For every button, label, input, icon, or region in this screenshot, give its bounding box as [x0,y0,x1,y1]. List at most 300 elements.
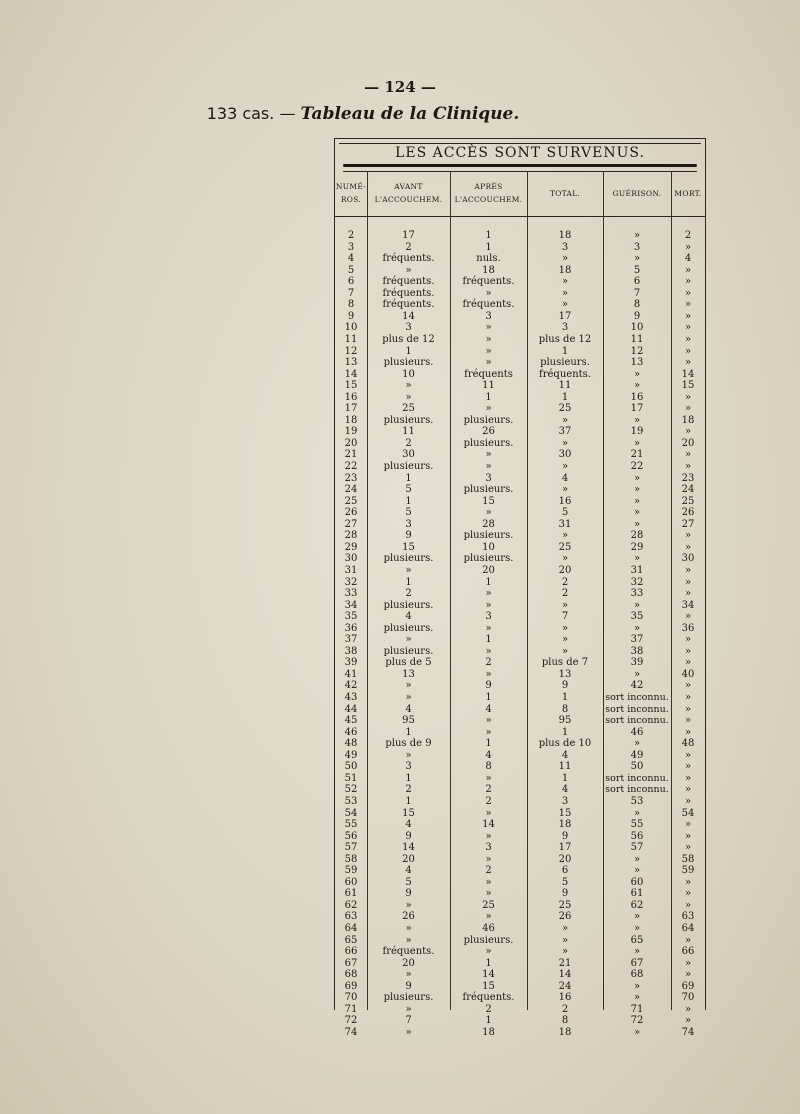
cell-mort: 26 [681,507,695,519]
cell-avant: » [405,1003,412,1015]
cell-guerison: » [633,437,641,449]
cell-mort: 4 [684,253,692,265]
cell-guerison: 11 [630,333,644,345]
cell-apres: plusieurs. [463,437,514,449]
cell-avant: plusieurs. [383,414,434,426]
cell-mort: 20 [681,437,695,449]
cell-mort: » [684,357,692,369]
cell-guerison: 6 [633,276,641,288]
cell-avant: 2 [405,784,412,796]
table-row [335,473,705,485]
cell-avant: 1 [405,795,412,807]
cell-avant: 15 [402,541,415,553]
cell-avant: 9 [405,888,412,900]
cell-avant: 17 [402,230,415,241]
table-row [335,1027,705,1039]
cell-numero: 63 [344,911,358,923]
header-line: ROS. [340,195,362,204]
cell-guerison: » [633,380,641,392]
cell-numero: 3 [347,241,355,253]
cell-total: 14 [558,969,572,981]
table-row [335,542,705,554]
cell-guerison: 28 [630,530,644,542]
table-top-rule [335,138,705,139]
cell-mort: 70 [681,992,695,1004]
heading-thin-rule [343,171,697,172]
cell-guerison: » [633,553,641,565]
cell-avant: » [405,380,412,392]
cell-total: 4 [561,472,569,484]
table-row [335,888,705,900]
cell-apres: 1 [485,391,492,403]
cell-guerison: sort inconnu. [605,772,669,784]
table-row [335,935,705,947]
case-count: 133 cas. — [206,104,301,123]
cell-total: » [561,553,569,565]
cell-avant: plus de 9 [385,738,432,750]
cell-avant: 1 [405,772,412,784]
cell-mort: » [684,772,692,784]
cell-mort: » [684,541,692,553]
cell-mort: » [684,564,692,576]
cell-numero: 42 [344,680,358,692]
table-row [335,288,705,300]
cell-avant: fréquents. [382,299,435,311]
cell-total: 21 [558,957,572,969]
cell-total: 18 [558,264,572,276]
cell-numero: 20 [344,437,358,449]
cell-numero: 49 [344,749,358,761]
cell-guerison: » [633,911,641,923]
cell-total: » [561,634,569,646]
cell-avant: 15 [402,807,415,819]
cell-apres: 28 [482,518,495,530]
cell-total: » [561,287,569,299]
cell-numero: 11 [344,333,358,345]
table-row [335,877,705,889]
cell-numero: 54 [344,807,358,819]
cell-guerison: sort inconnu. [605,715,669,727]
cell-mort: » [684,957,692,969]
cell-apres: » [485,599,492,611]
cell-avant: fréquents. [382,276,435,288]
cell-mort: » [684,830,692,842]
cell-avant: 3 [405,761,412,773]
table-row [335,577,705,589]
cell-apres: plusieurs. [463,414,514,426]
cell-avant: plusieurs. [383,357,434,369]
cell-numero: 26 [344,507,358,519]
cell-mort: 59 [681,865,695,877]
cell-apres: » [485,645,492,657]
cell-guerison: » [633,923,641,934]
cell-mort: » [684,888,692,900]
cell-guerison: » [633,253,641,265]
cell-mort: 58 [681,853,695,865]
heading-thick-rule [343,164,697,167]
cell-total: 2 [561,588,569,600]
cell-guerison: 50 [630,761,644,773]
table-row [335,657,705,669]
header-avant [367,180,450,206]
cell-total: 1 [561,345,569,357]
table-row [335,403,705,415]
cell-numero: 12 [344,345,358,357]
cell-avant: 95 [402,715,415,727]
cell-apres: » [485,668,492,680]
cell-guerison: 37 [630,634,644,646]
cell-total: 30 [558,449,572,461]
cell-mort: 40 [681,668,695,680]
cell-numero: 23 [344,472,358,484]
cell-avant: plus de 5 [385,657,432,669]
cell-numero: 58 [344,853,358,865]
cell-guerison: » [633,622,641,634]
cell-avant: plus de 12 [382,333,435,345]
cell-apres: 25 [482,899,495,911]
cell-total: 25 [558,541,572,553]
table-row [335,992,705,1004]
cell-total: plus de 12 [538,333,592,345]
cell-mort: 54 [681,807,695,819]
cell-guerison: 12 [630,345,644,357]
table-row [335,1015,705,1027]
cell-mort: » [684,819,692,831]
cell-mort: » [684,899,692,911]
cell-mort: » [684,634,692,646]
cell-numero: 31 [344,564,358,576]
cell-apres: 9 [485,680,492,692]
table-row [335,357,705,369]
cell-apres: nuls. [476,253,501,265]
cell-total: 8 [561,1015,569,1027]
cell-numero: 41 [344,668,358,680]
cell-apres: » [485,357,492,369]
cell-mort: » [684,969,692,981]
cell-guerison: 57 [630,842,644,854]
table-row [335,669,705,681]
cell-apres: plusieurs. [463,484,514,496]
cell-numero: 10 [344,322,358,334]
cell-guerison: » [633,865,641,877]
cell-numero: 34 [344,599,358,611]
cell-numero: 70 [344,992,358,1004]
cell-numero: 29 [344,541,358,553]
cell-guerison: 42 [630,680,644,692]
cell-apres: 2 [485,1003,492,1015]
cell-mort: » [684,530,692,542]
cell-numero: 9 [347,310,355,322]
cell-total: 16 [558,495,572,507]
table-row [335,553,705,565]
cell-total: » [561,599,569,611]
cell-mort: » [684,322,692,334]
cell-guerison: 8 [633,299,641,311]
cell-numero: 72 [344,1015,358,1027]
header-line: TOTAL. [549,189,581,198]
cell-total: » [561,299,569,311]
cell-mort: » [684,749,692,761]
table-row [335,958,705,970]
cell-mort: 27 [681,518,695,530]
cell-apres: » [485,946,492,958]
cell-guerison: 19 [630,426,644,438]
cell-numero: 37 [344,634,358,646]
cell-guerison: » [633,599,641,611]
cell-mort: » [684,726,692,738]
cell-numero: 5 [347,264,355,276]
cell-total: » [561,923,569,934]
cell-total: 2 [561,576,569,588]
cell-apres: » [485,888,492,900]
table-row [335,380,705,392]
cell-total: 3 [561,795,569,807]
header-mort [671,187,705,200]
cell-guerison: 21 [630,449,644,461]
cell-mort: » [684,715,692,727]
cell-guerison: » [633,853,641,865]
cell-guerison: 49 [630,749,644,761]
cell-total: plusieurs. [540,357,590,369]
cell-avant: 9 [405,830,412,842]
cell-mort: » [684,784,692,796]
cell-total: 16 [558,992,572,1004]
cell-apres: » [485,507,492,519]
cell-total: 20 [558,564,572,576]
table-row [335,727,705,739]
cell-guerison: » [633,518,641,530]
cell-avant: 5 [405,876,412,888]
cell-avant: 7 [405,1015,412,1027]
cell-numero: 14 [344,368,358,380]
table-row [335,750,705,762]
table-row [335,415,705,427]
cell-mort: » [684,645,692,657]
cell-avant: fréquents. [382,253,435,265]
cell-mort: 48 [681,738,695,750]
cell-total: 11 [558,380,572,392]
cell-total: 5 [561,507,569,519]
cell-total: 9 [561,680,569,692]
table-row [335,715,705,727]
cell-avant: 14 [402,310,415,322]
cell-numero: 32 [344,576,358,588]
cell-mort: » [684,692,692,703]
cell-avant: 5 [405,484,412,496]
cell-numero: 44 [344,703,358,715]
cell-numero: 25 [344,495,358,507]
cell-numero: 74 [344,1026,358,1038]
cell-avant: 25 [402,403,415,415]
cell-guerison: 35 [630,611,644,623]
cell-mort: » [684,449,692,461]
table-row [335,346,705,358]
cell-avant: » [405,264,412,276]
cell-apres: 2 [485,865,492,877]
cell-numero: 57 [344,842,358,854]
table-row [335,265,705,277]
cell-numero: 27 [344,518,358,530]
cell-numero: 7 [347,287,355,299]
cell-avant: » [405,749,412,761]
cell-avant: plusieurs. [383,992,434,1004]
cell-mort: » [684,703,692,715]
cell-guerison: » [633,230,641,241]
header-line: L'ACCOUCHEM. [454,195,523,204]
cell-mort: » [684,876,692,888]
cell-apres: » [485,322,492,334]
cell-mort: » [684,611,692,623]
cell-avant: 3 [405,322,412,334]
cell-total: 20 [558,853,572,865]
cell-apres: plusieurs. [463,553,514,565]
table-row [335,299,705,311]
cell-avant: 4 [405,611,412,623]
table-row [335,242,705,254]
cell-mort: 66 [681,946,695,958]
cell-mort: » [684,426,692,438]
cell-mort: » [684,264,692,276]
cell-total: 8 [561,703,569,715]
cell-mort: » [684,345,692,357]
cell-numero: 33 [344,588,358,600]
cell-numero: 36 [344,622,358,634]
cell-total: » [561,934,569,946]
cell-mort: 36 [681,622,695,634]
table-row [335,565,705,577]
cell-total: 4 [561,749,569,761]
cell-guerison: » [633,807,641,819]
cell-apres: » [485,287,492,299]
cell-total: 15 [558,807,572,819]
cell-mort: » [684,403,692,415]
cell-total: 31 [558,518,572,530]
cell-avant: 20 [402,853,415,865]
table-row [335,623,705,635]
cell-numero: 30 [344,553,358,565]
cell-guerison: 32 [630,576,644,588]
cell-avant: 1 [405,726,412,738]
table-row [335,449,705,461]
cell-mort: 18 [681,414,695,426]
cell-apres: plusieurs. [463,934,514,946]
table-row [335,761,705,773]
cell-numero: 6 [347,276,355,288]
header-line: GUÉRISON. [612,189,662,198]
table-title: Tableau de la Clinique. [300,104,520,124]
cell-numero: 69 [344,980,358,992]
cell-total: » [561,461,569,472]
table-row [335,253,705,265]
cell-total: 1 [561,391,569,403]
table-row [335,588,705,600]
table-row [335,808,705,820]
cell-total: 18 [558,230,572,241]
cell-avant: 10 [402,368,415,380]
table-row [335,438,705,450]
cell-guerison: 16 [630,391,644,403]
table-row [335,519,705,531]
table-row [335,923,705,935]
cell-total: » [561,484,569,496]
table-row [335,865,705,877]
cell-mort: » [684,310,692,322]
cell-total: fréquents. [539,368,591,380]
cell-mort: » [684,287,692,299]
cell-apres: 8 [485,761,492,773]
page-number: — 124 — [364,78,436,96]
cell-guerison: 10 [630,322,644,334]
cell-apres: 14 [482,969,495,981]
header-guerison [603,187,671,200]
cell-avant: 1 [405,345,412,357]
cell-total: 18 [558,1026,572,1038]
cell-avant: 4 [405,865,412,877]
cell-avant: » [405,564,412,576]
table-row [335,634,705,646]
table-row [335,530,705,542]
cell-avant: fréquents. [382,287,435,299]
cell-guerison: 72 [630,1015,644,1027]
cell-numero: 17 [344,403,358,415]
table-row [335,819,705,831]
cell-mort: » [684,1003,692,1015]
cell-avant: plusieurs. [383,622,434,634]
cell-numero: 45 [344,715,358,727]
cell-avant: 30 [402,449,415,461]
cell-numero: 53 [344,795,358,807]
cell-guerison: sort inconnu. [605,784,669,796]
cell-guerison: 46 [630,726,644,738]
header-line: L'ACCOUCHEM. [374,195,443,204]
cell-total: 3 [561,241,569,253]
cell-mort: 64 [681,923,695,934]
cell-mort: » [684,680,692,692]
table-row [335,981,705,993]
table-row [335,900,705,912]
cell-apres: » [485,403,492,415]
header-total [527,187,603,200]
cell-guerison: 3 [633,241,641,253]
table-row [335,611,705,623]
cell-avant: 9 [405,530,412,542]
cell-guerison: » [633,472,641,484]
cell-total: 25 [558,403,572,415]
cell-mort: » [684,761,692,773]
cell-mort: 15 [681,380,695,392]
cell-avant: » [405,634,412,646]
cell-guerison: » [633,368,641,380]
cell-guerison: 38 [630,645,644,657]
cell-numero: 66 [344,946,358,958]
cell-total: 5 [561,876,569,888]
cell-numero: 68 [344,969,358,981]
cell-mort: 24 [681,484,695,496]
cell-mort: 30 [681,553,695,565]
cell-guerison: 5 [633,264,641,276]
table-row [335,646,705,658]
cell-guerison: » [633,980,641,992]
table-row [335,680,705,692]
cell-numero: 39 [344,657,358,669]
cell-numero: 43 [344,692,358,703]
cell-total: 4 [561,784,569,796]
cell-apres: 4 [485,749,492,761]
cell-total: 9 [561,888,569,900]
table-row [335,1004,705,1016]
cell-numero: 21 [344,449,358,461]
table-row [335,392,705,404]
